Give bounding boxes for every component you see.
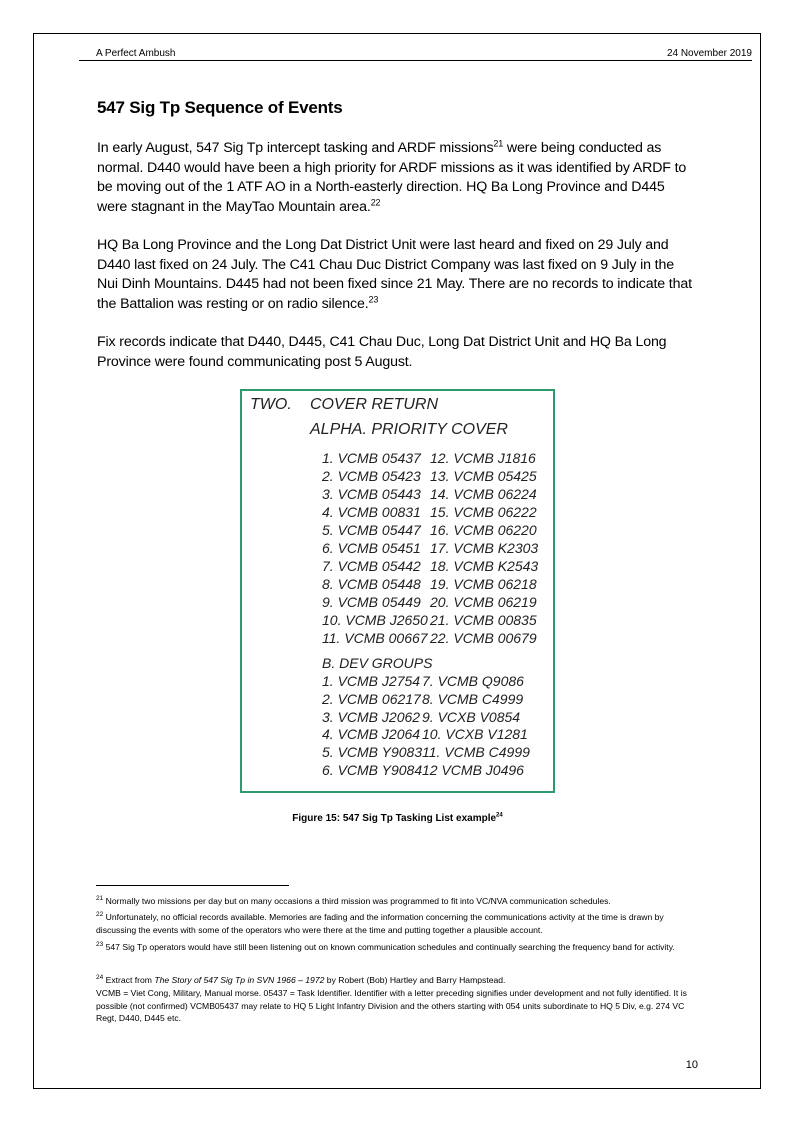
priority-entry: 11. VCMB 00667 [322,630,428,646]
priority-entry: 9. VCMB 05449 [322,594,421,610]
priority-entry: 6. VCMB 05451 [322,540,421,556]
priority-entry: 18. VCMB K2543 [430,558,539,574]
header-date: 24 November 2019 [666,48,752,59]
paragraph-3: Fix records indicate that D440, D445, C41 Chau Duc, Long Dat District Unit and HQ Ba Long Province were found communicating post 5 August. [97,334,667,370]
priority-entry: 14. VCMB 06224 [430,486,537,502]
dev-entry: 2. VCMB 06217 [322,690,421,707]
priority-entry: 8. VCMB 05448 [322,576,421,592]
dev-entry: 7. VCMB Q9086 [422,673,524,689]
figure-caption: Figure 15: 547 Sig Tp Tasking List example$^{24}$ [292,812,503,824]
footnote-23: $^{23}$ 547 Sig Tp operators would have still been listening out on known communication schedules and continually searching the frequency band for activity. [96,941,675,952]
page-number: 10 [685,1059,698,1071]
dev-groups-title: B. DEV GROUPS [322,655,433,671]
dev-entry: 1. VCMB J2754 [322,673,421,689]
priority-entry: 20. VCMB 06219 [430,594,537,610]
footnote-rule [96,885,289,886]
priority-entry: 5. VCMB 05447 [322,522,421,538]
priority-entry: 7. VCMB 05442 [322,558,421,574]
footnote-21: $^{21}$ Normally two missions per day but on many occasions a third mission was programmed to fit into VC/NVA communication schedules. [96,895,611,906]
priority-entry: 13. VCMB 05425 [430,468,537,484]
paragraph-1: In early August, 547 Sig Tp intercept tasking and ARDF missions$^{21}$ were being conducted as normal. D440 would have been a high priority for ARDF missions as it was identified by ARDF to be moving out of the 1 ATF AO in a North-easterly direction. HQ Ba Long Province and D445 were stagnant in the MayTao Mountain area.$^{22}$ [97,138,687,215]
section-heading: 547 Sig Tp Sequence of Events [97,98,343,117]
priority-entry: 3. VCMB 05443 [322,486,421,502]
figure-priority-cover: ALPHA. PRIORITY COVER [310,421,508,438]
figure-cover-return: COVER RETURN [310,396,439,413]
priority-entry: 10. VCMB J2650 [322,612,428,628]
footnote-22: $^{22}$ Unfortunately, no official records available. Memories are fading and the information concerning the communications activity at the time is drawn by discussing the events with some of the operators who were there at the time and putting together a plausible account. [96,911,664,935]
footnote-24: $^{24}$ Extract from The Story of 547 Sig Tp in SVN 1966 – 1972 by Robert (Bob) Hartley and Barry Hampstead. VCMB = Viet Cong, Military, Manual morse. 05437 = Task Identifier. Identifier with a letter preceding signifies under development and not fully identified. It is possible (not confirmed) VCMB05437 may relate to HQ 5 Light Infantry Division and the others starting with 054 units subordinate to HQ 5 Div, e.g. 274 VC Regt, D440, D445 etc. [96,974,687,1024]
footnote-ref-23: 23 [368,294,379,305]
dev-entry: 4. VCMB J2064 [322,726,421,743]
dev-entry: 11. VCMB C4999 [422,744,530,761]
dev-entry: 3. VCMB J2062 [322,708,421,725]
priority-entry: 15. VCMB 06222 [430,504,537,520]
priority-entry: 21. VCMB 00835 [430,612,537,628]
priority-entry: 4. VCMB 00831 [322,504,421,520]
priority-entry: 12. VCMB J1816 [430,450,536,466]
figure-line-two: TWO. [250,396,292,413]
footnote-ref-21: 21 [493,138,504,149]
priority-entry: 17. VCMB K2303 [430,540,539,556]
header-title: A Perfect Ambush [96,48,176,59]
header-rule [79,60,752,61]
paragraph-2: HQ Ba Long Province and the Long Dat District Unit were last heard and fixed on 29 July and D440 last fixed on 24 July. The C41 Chau Duc District Company was last fixed on 9 July in the Nui Dinh Mountains. D445 had not been fixed since 21 May. There are no records to indicate that the Battalion was resting or on radio silence.$^{23}$ [97,237,692,312]
priority-entry: 16. VCMB 06220 [430,522,537,538]
dev-entry: 6. VCMB Y9084 [322,762,423,778]
dev-entry: 10. VCXB V1281 [422,726,528,743]
priority-entry: 19. VCMB 06218 [430,576,537,592]
dev-entry: 8. VCMB C4999 [422,690,524,707]
dev-entry: 12 VCMB J0496 [422,762,524,778]
tasking-list-figure [240,389,555,793]
priority-entry: 22. VCMB 00679 [430,630,537,646]
priority-entry: 1. VCMB 05437 [322,450,421,466]
footnote-ref-22: 22 [370,197,381,208]
dev-entry: 9. VCXB V0854 [422,708,521,725]
priority-entry: 2. VCMB 05423 [322,468,421,484]
dev-entry: 5. VCMB Y9083 [322,744,423,761]
